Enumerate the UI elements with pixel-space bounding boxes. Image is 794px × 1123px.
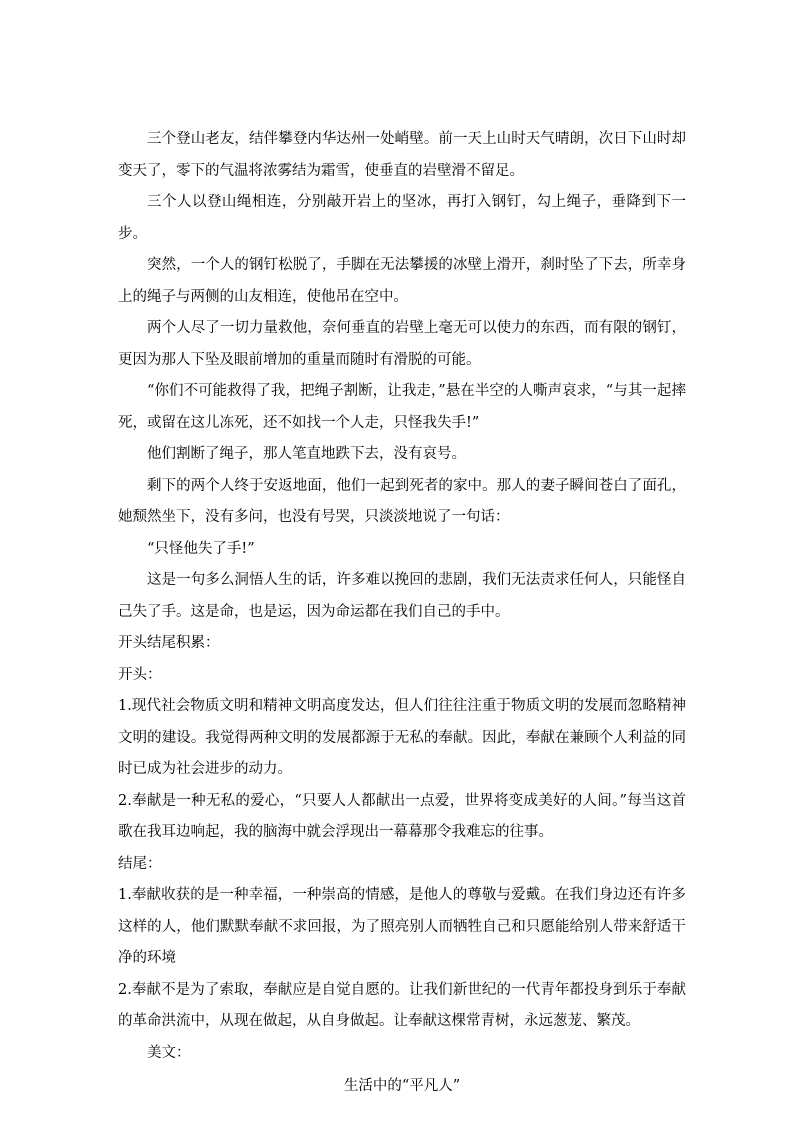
ending-item-1: 1.奉献收获的是一种幸福，一种崇高的情感，是他人的尊敬与爱戴。在我们身边还有许多这样的人，他们默默奉献不求回报，为了照亮别人而牺牲自己和只愿能给别人带来舒适干净的环境 (118, 887, 686, 966)
story-paragraph-6: 他们割断了绳子，那人笔直地跌下去，没有哀号。 (147, 446, 466, 462)
essay-label: 美文： (147, 1044, 191, 1061)
essay-title: 生活中的“平凡人” (343, 1078, 461, 1094)
story-paragraph-5: “你们不可能救得了我，把绳子割断，让我走，”悬在半空的人嘶声哀求，“与其一起摔死，或留在这儿冻死，还不如找一个人走，只怪我失手!” (118, 383, 686, 431)
story-paragraph-8: “只怪他失了手!” (147, 540, 255, 557)
accumulation-heading: 开头结尾积累： (118, 635, 220, 651)
opening-item-1: 1.现代社会物质文明和精神文明高度发达，但人们往往注重于物质文明的发展而忽略精神文明的建设。我觉得两种文明的发展都源于无私的奉献。因此，奉献在兼顾个人利益的同时已成为社会进步的动力。 (118, 698, 686, 777)
story-paragraph-2: 三个人以登山绳相连，分别敲开岩上的坚冰，再打入钢钉，勾上绳子，垂降到下一步。 (118, 194, 686, 242)
story-paragraph-1: 三个登山老友，结伴攀登内华达州一处峭壁。前一天上山时天气晴朗，次日下山时却变天了，零下的气温将浓雾结为霜雪，使垂直的岩壁滑不留足。 (118, 131, 686, 179)
story-paragraph-3: 突然，一个人的钢钉松脱了，手脚在无法攀援的冰壁上滑开，刹时坠了下去，所幸身上的绳子与两侧的山友相连，使他吊在空中。 (118, 257, 686, 305)
ending-item-2: 2.奉献不是为了索取，奉献应是自觉自愿的。让我们新世纪的一代青年都投身到乐于奉献的革命洪流中，从现在做起，从自身做起。让奉献这棵常青树，永远葱茏、繁茂。 (118, 981, 686, 1029)
story-paragraph-9: 这是一句多么洞悟人生的话，许多难以挽回的悲剧，我们无法责求任何人，只能怪自己失了手。这是命，也是运，因为命运都在我们自己的手中。 (118, 572, 686, 620)
story-paragraph-4: 两个人尽了一切力量救他，奈何垂直的岩壁上毫无可以使力的东西，而有限的钢钉，更因为那人下坠及眼前增加的重量而随时有滑脱的可能。 (118, 320, 686, 368)
document-body (118, 124, 686, 1103)
story-paragraph-7: 剩下的两个人终于安返地面，他们一起到死者的家中。那人的妻子瞬间苍白了面孔，她颓然坐下，没有多问，也没有号哭，只淡淡地说了一句话： (118, 477, 686, 525)
ending-heading: 结尾： (118, 855, 162, 872)
opening-item-2: 2.奉献是一种无私的爱心，“只要人人都献出一点爱，世界将变成美好的人间。”每当这首歌在我耳边响起，我的脑海中就会浮现出一幕幕那令我难忘的往事。 (118, 792, 686, 840)
opening-heading: 开头： (118, 666, 162, 683)
